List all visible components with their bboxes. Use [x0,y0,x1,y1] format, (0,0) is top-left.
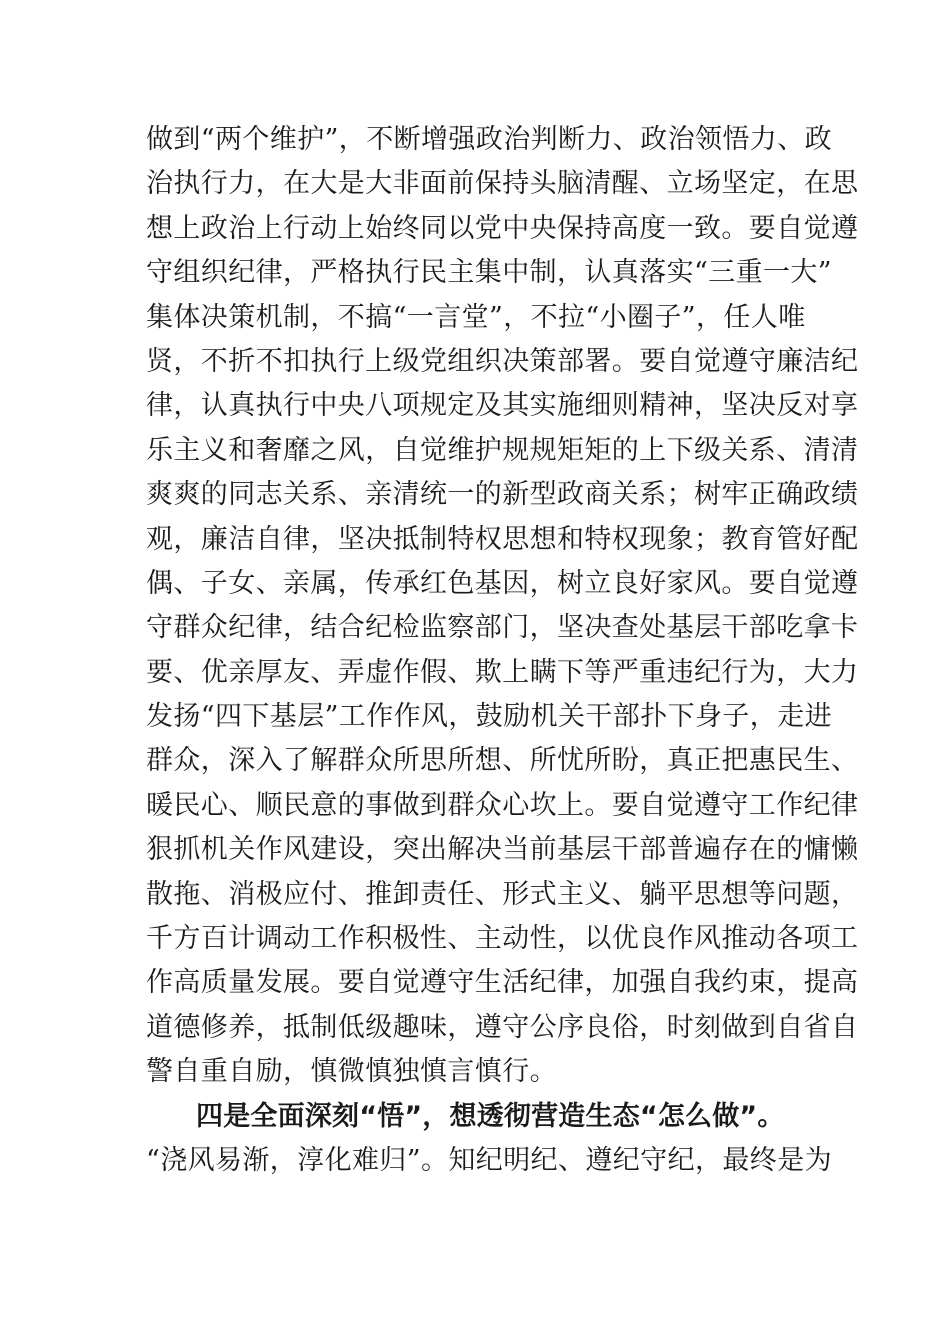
paragraph-line: 偶、子女、亲属，传承红色基因，树立良好家风。要自觉遵 [146,567,859,599]
paragraph-line: 狠抓机关作风建设，突出解决当前基层干部普遍存在的慵懒 [146,834,859,866]
paragraph-line: 道德修养，抵制低级趣味，遵守公序良俗，时刻做到自省自 [146,1011,859,1043]
paragraph-line: 律，认真执行中央八项规定及其实施细则精神，坚决反对享 [146,390,859,422]
body-text [146,118,859,1183]
paragraph-line: 贤，不折不扣执行上级党组织决策部署。要自觉遵守廉洁纪 [146,345,859,377]
paragraph-line: 发扬“四下基层”工作作风，鼓励机关干部扑下身子，走进 [146,701,833,733]
paragraph-line: 散拖、消极应付、推卸责任、形式主义、躺平思想等问题， [146,878,859,910]
paragraph-line: 做到“两个维护”，不断增强政治判断力、政治领悟力、政 [146,124,833,155]
paragraph-line: 爽爽的同志关系、亲清统一的新型政商关系；树牢正确政绩 [146,479,859,511]
paragraph-line: 守群众纪律，结合纪检监察部门，坚决查处基层干部吃拿卡 [146,612,859,644]
paragraph-line: 守组织纪律，严格执行民主集中制，认真落实“三重一大” [146,257,833,289]
paragraph-line: 治执行力，在大是大非面前保持头脑清醒、立场坚定，在思 [146,168,859,200]
paragraph-line: 警自重自励，慎微慎独慎言慎行。 [146,1056,557,1088]
paragraph-line: 暖民心、顺民意的事做到群众心坎上。要自觉遵守工作纪律 [146,789,859,821]
paragraph-line: 要、优亲厚友、弄虚作假、欺上瞒下等严重违纪行为，大力 [146,656,859,688]
paragraph-line: 千方百计调动工作积极性、主动性，以优良作风推动各项工 [146,923,859,955]
paragraph-line: 作高质量发展。要自觉遵守生活纪律，加强自我约束，提高 [146,967,859,999]
paragraph-line: 群众，深入了解群众所思所想、所忧所盼，真正把惠民生、 [146,745,859,777]
paragraph-line: 乐主义和奢靡之风，自觉维护规规矩矩的上下级关系、清清 [146,434,859,466]
paragraph-line: “浇风易渐，淳化难归”。知纪明纪、遵纪守纪，最终是为 [146,1144,833,1176]
section-heading: 四是全面深刻“悟”，想透彻营造生态“怎么做”。 [196,1100,785,1132]
paragraph-line: 观，廉洁自律，坚决抵制特权思想和特权现象；教育管好配 [146,523,859,555]
paragraph-line: 集体决策机制，不搞“一言堂”，不拉“小圈子”，任人唯 [146,301,806,333]
paragraph-line: 想上政治上行动上始终同以党中央保持高度一致。要自觉遵 [146,212,859,244]
